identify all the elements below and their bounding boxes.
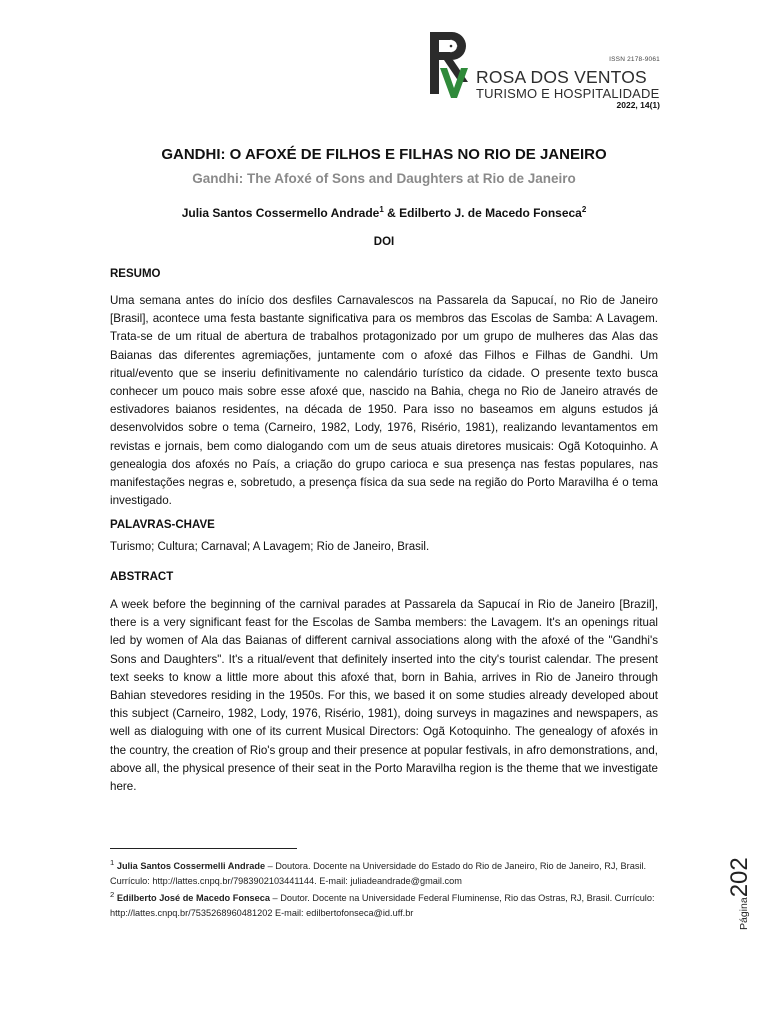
journal-logo bbox=[428, 30, 470, 100]
footnote-2-text: – Doutor. Docente na Universidade Federal Fluminense, Rio das Ostras, RJ, Brasil. Currículo: http://lattes.cnpq.br/7535268960481202 E-mail: edilbertofonseca@id.uff.br bbox=[110, 893, 655, 918]
footnote-2-name: Edilberto José de Macedo Fonseca bbox=[116, 893, 270, 904]
abstract-paragraph: A week before the beginning of the carnival parades at Passarela da Sapucaí in Rio de Janeiro [Brazil], there is a very significant feast for the Escolas de Samba members: the Lavagem. It's an openings ritual led by women of Ala das Baianas of different carnival associations along with the afoxé of the "Gandhi's Sons and Daughters". It's a ritual/event that definitely inserted into the city's tourist calendar. The present text seeks to know a little more about this afoxé that, born in Bahia, arrives in Rio de Janeiro through Bahian stevedores residing in the 1950s. For this, we based it on some studies already developed about this subject (Carneiro, 1982, Lody, 1976, Risério, 1981), doing surveys in magazines and newspapers, as well as dialoguing with one of its current Musical Directors: Ogã Kotoquinho. The genealogy of afoxés in the country, the creation of Rio's group and their presence at popular festivals, in afro demonstrations, and, above all, the physical presence of their seat in the Porto Maravilha region is the theme that we investigate here. bbox=[110, 598, 658, 794]
rv-logo-icon bbox=[428, 30, 470, 100]
journal-name: ROSA DOS VENTOS bbox=[476, 67, 647, 87]
page-number bbox=[700, 842, 753, 932]
author-1-footnote-marker[interactable]: 1 bbox=[379, 205, 384, 214]
footnote-divider bbox=[110, 848, 297, 849]
author-2-footnote-marker[interactable]: 2 bbox=[581, 205, 587, 214]
footnote-1-text: – Doutora. Docente na Universidade do Estado do Rio de Janeiro, Rio de Janeiro, RJ, Brasil. Currículo: http://lattes.cnpq.br/7983902103441144. E-mail: juliadeandrade@gmail.com bbox=[110, 861, 647, 886]
resumo-paragraph: Uma semana antes do início dos desfiles Carnavalescos na Passarela da Sapucaí, no Rio de Janeiro [Brasil], acontece uma festa bastante significativa para os membros das Escolas de Samba: A Lavagem. Trata-se de um ritual de abertura de trabalhos protagonizado por um grupo de mulheres das Alas das Baianas das diferentes agremiações, juntamente com o afoxé das Filhos e Filhas de Gandhi. Um ritual/evento que se inseriu definitivamente no calendário turístico da cidade. O presente texto busca conhecer um pouco mais sobre esse afoxé que, nascido na Bahia, chega no Rio de Janeiro através de estivadores baianos residentes, na década de 1950. Para isso no baseamos em alguns estudos já desenvolvidos sobre o tema (Carneiro, 1982, Lody, 1976, Risério, 1981), realizando levantamentos em revistas e jornais, bem como dialogando com um de seus atuais diretores musicais: Ogã Kotoquinho. A genealogia dos afoxés no País, a criação do grupo carioca e sua presença nas festas populares, nas manifestações negras e, sobretudo, a presença física da sua sede na região do Porto Maravilha é o tema investigado. bbox=[110, 294, 658, 508]
author-1: Julia Santos Cossermello Andrade bbox=[181, 206, 380, 220]
authors-line bbox=[0, 205, 768, 220]
footnote-2 bbox=[110, 888, 658, 920]
footnote-1 bbox=[110, 856, 658, 888]
footnote-1-name: Julia Santos Cossermelli Andrade bbox=[116, 861, 266, 872]
keywords-heading: PALAVRAS-CHAVE bbox=[110, 519, 215, 531]
keywords-text: Turismo; Cultura; Carnaval; A Lavagem; Rio de Janeiro, Brasil. bbox=[110, 541, 430, 553]
page-number-value: 202 bbox=[726, 857, 753, 898]
footnote-2-marker: 2 bbox=[110, 890, 115, 899]
footnote-1-marker: 1 bbox=[110, 858, 115, 867]
doi-label: DOI bbox=[373, 236, 395, 248]
page-label: Página bbox=[738, 897, 750, 930]
article-title: GANDHI: O AFOXÉ DE FILHOS E FILHAS NO RIO DE JANEIRO bbox=[161, 146, 607, 163]
abstract-heading: ABSTRACT bbox=[110, 571, 174, 583]
journal-subtitle: TURISMO E HOSPITALIDADE bbox=[476, 86, 660, 101]
author-2: Edilberto J. de Macedo Fonseca bbox=[399, 206, 582, 220]
resumo-heading: RESUMO bbox=[110, 268, 161, 280]
authors-separator: & bbox=[383, 206, 400, 220]
issn: ISSN 2178-9061 bbox=[609, 56, 660, 63]
journal-volume: 2022, 14(1) bbox=[616, 100, 660, 110]
article-subtitle: Gandhi: The Afoxé of Sons and Daughters at Rio de Janeiro bbox=[192, 171, 576, 186]
